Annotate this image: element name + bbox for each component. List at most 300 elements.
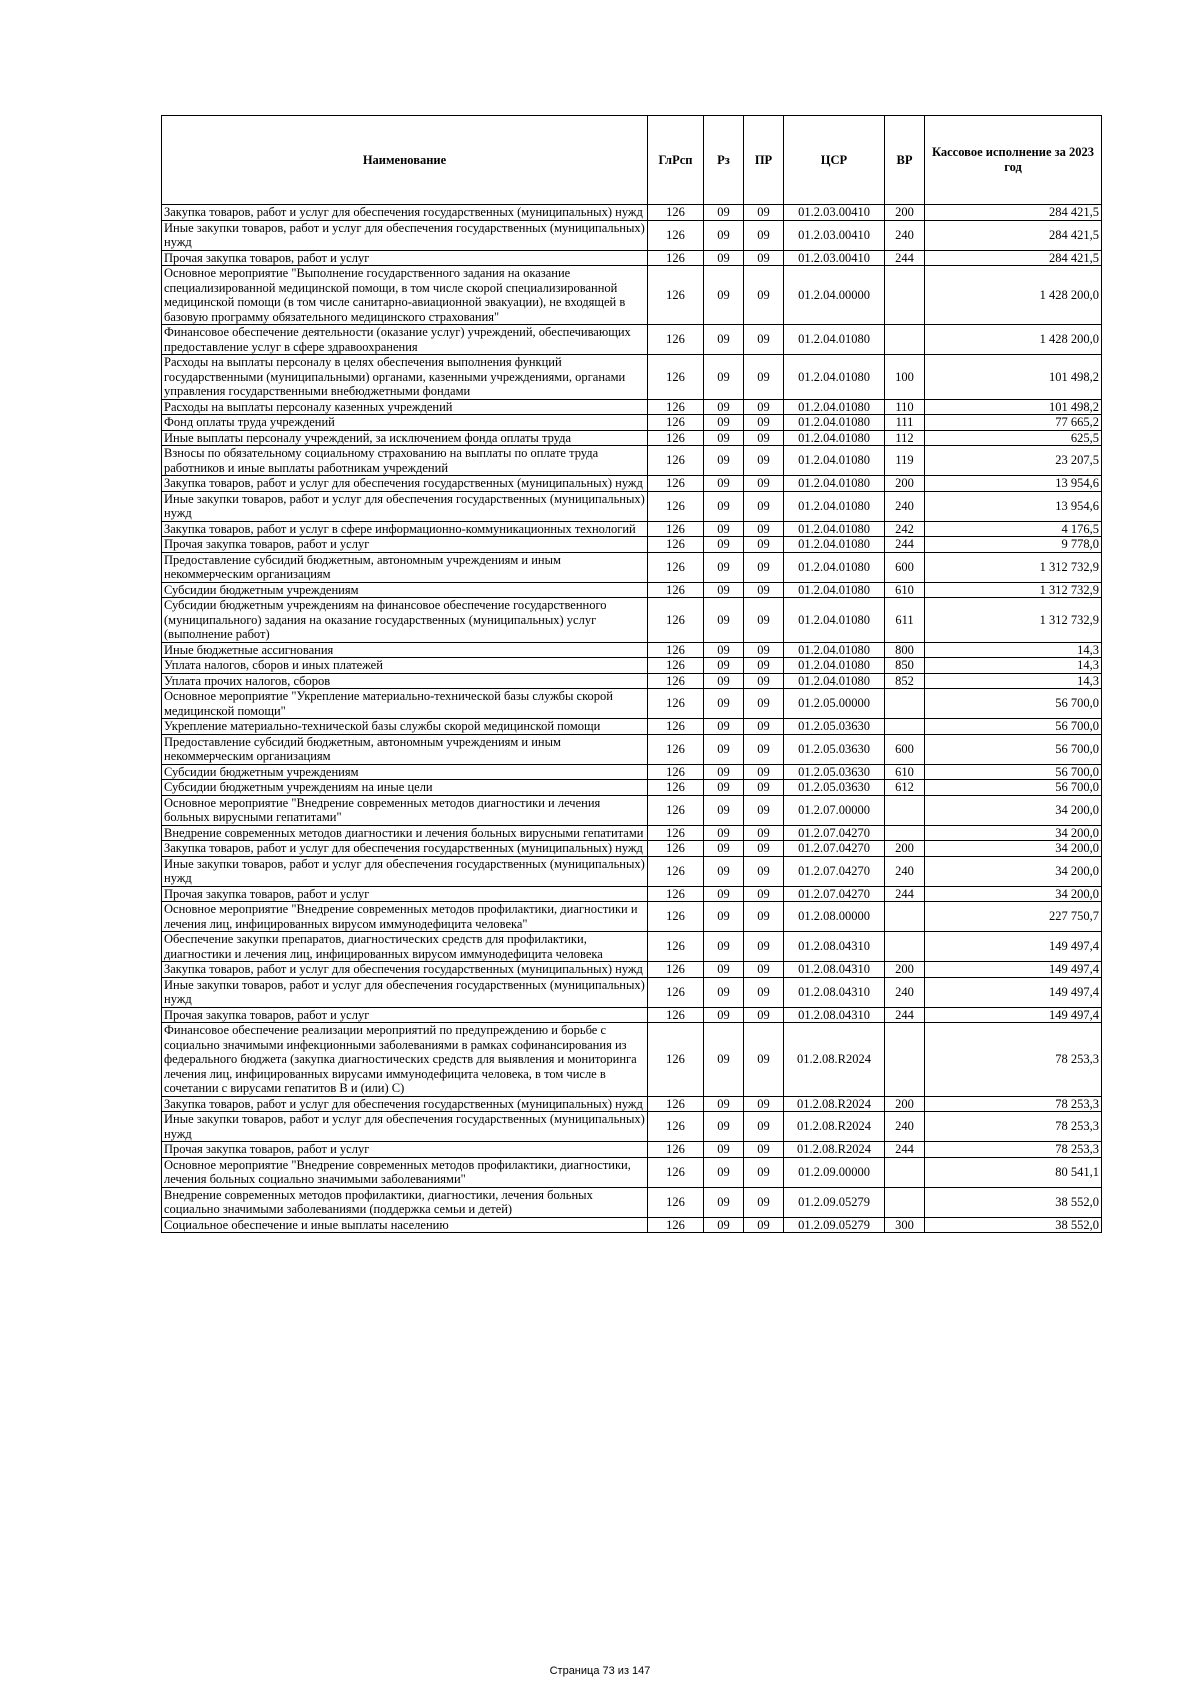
row-amount: 34 200,0: [925, 856, 1102, 886]
row-name: Иные бюджетные ассигнования: [162, 642, 648, 658]
row-name: Прочая закупка товаров, работ и услуг: [162, 886, 648, 902]
table-row: [162, 537, 1102, 553]
row-glrsp: 126: [648, 1157, 704, 1187]
row-rz: 09: [704, 537, 744, 553]
row-vr: 850: [885, 658, 925, 674]
row-vr: 111: [885, 415, 925, 431]
row-glrsp: 126: [648, 491, 704, 521]
row-vr: 119: [885, 446, 925, 476]
row-csr: 01.2.04.01080: [784, 658, 885, 674]
row-amount: 9 778,0: [925, 537, 1102, 553]
row-amount: 13 954,6: [925, 476, 1102, 492]
row-name: Предоставление субсидий бюджетным, автономным учреждениям и иным некоммерческим организациям: [162, 734, 648, 764]
row-name: Уплата прочих налогов, сборов: [162, 673, 648, 689]
row-pr: 09: [744, 1096, 784, 1112]
row-vr: 200: [885, 476, 925, 492]
row-pr: 09: [744, 642, 784, 658]
row-vr: [885, 1023, 925, 1097]
row-amount: 78 253,3: [925, 1112, 1102, 1142]
table-row: [162, 673, 1102, 689]
row-vr: 200: [885, 841, 925, 857]
row-glrsp: 126: [648, 856, 704, 886]
row-name: Основное мероприятие "Внедрение современных методов профилактики, диагностики, лечения больных социально значимыми заболеваниями": [162, 1157, 648, 1187]
row-glrsp: 126: [648, 825, 704, 841]
row-vr: [885, 1187, 925, 1217]
table-row: [162, 1096, 1102, 1112]
row-rz: 09: [704, 1142, 744, 1158]
row-amount: 38 552,0: [925, 1187, 1102, 1217]
table-row: [162, 886, 1102, 902]
row-glrsp: 126: [648, 932, 704, 962]
row-pr: 09: [744, 1142, 784, 1158]
row-pr: 09: [744, 658, 784, 674]
row-glrsp: 126: [648, 205, 704, 221]
row-pr: 09: [744, 841, 784, 857]
row-pr: 09: [744, 598, 784, 643]
row-amount: 14,3: [925, 673, 1102, 689]
row-vr: 300: [885, 1217, 925, 1233]
row-rz: 09: [704, 598, 744, 643]
row-csr: 01.2.04.01080: [784, 642, 885, 658]
table-row: [162, 642, 1102, 658]
header-csr: ЦСР: [784, 116, 885, 205]
row-rz: 09: [704, 1157, 744, 1187]
row-pr: 09: [744, 582, 784, 598]
row-amount: 38 552,0: [925, 1217, 1102, 1233]
row-csr: 01.2.07.00000: [784, 795, 885, 825]
row-pr: 09: [744, 325, 784, 355]
row-vr: [885, 902, 925, 932]
row-vr: 240: [885, 220, 925, 250]
row-amount: 149 497,4: [925, 962, 1102, 978]
row-pr: 09: [744, 399, 784, 415]
row-vr: [885, 689, 925, 719]
table-row: [162, 430, 1102, 446]
table-row: [162, 1023, 1102, 1097]
row-rz: 09: [704, 266, 744, 325]
row-name: Социальное обеспечение и иные выплаты населению: [162, 1217, 648, 1233]
row-amount: 284 421,5: [925, 220, 1102, 250]
row-name: Иные закупки товаров, работ и услуг для обеспечения государственных (муниципальных) нужд: [162, 1112, 648, 1142]
row-name: Уплата налогов, сборов и иных платежей: [162, 658, 648, 674]
row-csr: 01.2.08.04310: [784, 1007, 885, 1023]
header-vr: ВР: [885, 116, 925, 205]
row-amount: 34 200,0: [925, 825, 1102, 841]
row-amount: 625,5: [925, 430, 1102, 446]
row-vr: 200: [885, 205, 925, 221]
row-pr: 09: [744, 521, 784, 537]
row-glrsp: 126: [648, 355, 704, 400]
row-vr: 200: [885, 962, 925, 978]
row-csr: 01.2.09.05279: [784, 1187, 885, 1217]
row-glrsp: 126: [648, 1112, 704, 1142]
row-vr: 110: [885, 399, 925, 415]
row-pr: 09: [744, 977, 784, 1007]
row-amount: 56 700,0: [925, 734, 1102, 764]
row-pr: 09: [744, 689, 784, 719]
row-csr: 01.2.05.03630: [784, 719, 885, 735]
table-row: [162, 795, 1102, 825]
table-row: [162, 977, 1102, 1007]
row-glrsp: 126: [648, 1142, 704, 1158]
row-amount: 14,3: [925, 642, 1102, 658]
table-row: [162, 521, 1102, 537]
row-vr: 240: [885, 856, 925, 886]
row-csr: 01.2.04.01080: [784, 476, 885, 492]
row-glrsp: 126: [648, 673, 704, 689]
row-amount: 227 750,7: [925, 902, 1102, 932]
row-name: Закупка товаров, работ и услуг для обеспечения государственных (муниципальных) нужд: [162, 1096, 648, 1112]
row-csr: 01.2.08.R2024: [784, 1142, 885, 1158]
row-pr: 09: [744, 476, 784, 492]
row-amount: 149 497,4: [925, 977, 1102, 1007]
row-vr: 244: [885, 886, 925, 902]
row-pr: 09: [744, 355, 784, 400]
row-vr: 800: [885, 642, 925, 658]
table-row: [162, 1217, 1102, 1233]
table-row: [162, 399, 1102, 415]
table-row: [162, 476, 1102, 492]
row-pr: 09: [744, 1023, 784, 1097]
row-glrsp: 126: [648, 582, 704, 598]
row-rz: 09: [704, 673, 744, 689]
row-name: Основное мероприятие "Укрепление материально-технической базы службы скорой медицинской помощи": [162, 689, 648, 719]
row-name: Обеспечение закупки препаратов, диагностических средств для профилактики, диагностики и лечения лиц, инфицированных вирусом иммунодефицита человека: [162, 932, 648, 962]
row-vr: 600: [885, 552, 925, 582]
table-row: [162, 734, 1102, 764]
row-vr: 244: [885, 1142, 925, 1158]
row-pr: 09: [744, 491, 784, 521]
row-csr: 01.2.04.01080: [784, 355, 885, 400]
row-rz: 09: [704, 841, 744, 857]
table-row: [162, 250, 1102, 266]
row-name: Закупка товаров, работ и услуг для обеспечения государственных (муниципальных) нужд: [162, 841, 648, 857]
row-csr: 01.2.07.04270: [784, 856, 885, 886]
row-name: Фонд оплаты труда учреждений: [162, 415, 648, 431]
table-row: [162, 598, 1102, 643]
row-amount: 34 200,0: [925, 886, 1102, 902]
row-vr: [885, 825, 925, 841]
header-pr: ПР: [744, 116, 784, 205]
row-glrsp: 126: [648, 476, 704, 492]
row-name: Прочая закупка товаров, работ и услуг: [162, 1142, 648, 1158]
table-row: [162, 841, 1102, 857]
row-name: Иные закупки товаров, работ и услуг для обеспечения государственных (муниципальных) нужд: [162, 977, 648, 1007]
row-rz: 09: [704, 1096, 744, 1112]
row-name: Финансовое обеспечение реализации мероприятий по предупреждению и борьбе с социально значимыми инфекционными заболеваниями в рамках софинансирования из федерального бюджета (закупка диагностических средств для выявления и мониторинга лечения лиц, инфицированных вирусами иммунодефицита человека, в том числе в сочетании с вирусами гепатитов В и (или) С): [162, 1023, 648, 1097]
row-csr: 01.2.04.01080: [784, 537, 885, 553]
row-name: Внедрение современных методов профилактики, диагностики, лечения больных социально значимыми заболеваниями (поддержка семьи и детей): [162, 1187, 648, 1217]
row-rz: 09: [704, 430, 744, 446]
row-rz: 09: [704, 582, 744, 598]
row-rz: 09: [704, 521, 744, 537]
row-pr: 09: [744, 552, 784, 582]
row-name: Субсидии бюджетным учреждениям на финансовое обеспечение государственного (муниципального) задания на оказание государственных (муниципальных) услуг (выполнение работ): [162, 598, 648, 643]
row-vr: 244: [885, 1007, 925, 1023]
row-pr: 09: [744, 430, 784, 446]
row-vr: [885, 325, 925, 355]
row-rz: 09: [704, 325, 744, 355]
row-rz: 09: [704, 734, 744, 764]
table-row: [162, 689, 1102, 719]
row-csr: 01.2.08.00000: [784, 902, 885, 932]
row-pr: 09: [744, 962, 784, 978]
row-amount: 149 497,4: [925, 1007, 1102, 1023]
row-name: Внедрение современных методов диагностики и лечения больных вирусными гепатитами: [162, 825, 648, 841]
table-row: [162, 719, 1102, 735]
row-rz: 09: [704, 932, 744, 962]
row-glrsp: 126: [648, 521, 704, 537]
row-vr: [885, 719, 925, 735]
row-csr: 01.2.08.04310: [784, 962, 885, 978]
row-glrsp: 126: [648, 977, 704, 1007]
row-glrsp: 126: [648, 1007, 704, 1023]
row-rz: 09: [704, 205, 744, 221]
row-glrsp: 126: [648, 658, 704, 674]
row-pr: 09: [744, 1112, 784, 1142]
row-rz: 09: [704, 476, 744, 492]
row-rz: 09: [704, 220, 744, 250]
row-glrsp: 126: [648, 1217, 704, 1233]
row-vr: 240: [885, 977, 925, 1007]
row-vr: 611: [885, 598, 925, 643]
budget-table: [161, 115, 1102, 1233]
row-amount: 1 312 732,9: [925, 598, 1102, 643]
row-csr: 01.2.07.04270: [784, 886, 885, 902]
row-vr: [885, 1157, 925, 1187]
row-amount: 34 200,0: [925, 795, 1102, 825]
row-glrsp: 126: [648, 719, 704, 735]
table-row: [162, 1142, 1102, 1158]
row-csr: 01.2.03.00410: [784, 250, 885, 266]
row-glrsp: 126: [648, 962, 704, 978]
row-amount: 1 312 732,9: [925, 552, 1102, 582]
row-csr: 01.2.09.00000: [784, 1157, 885, 1187]
row-amount: 78 253,3: [925, 1096, 1102, 1112]
row-pr: 09: [744, 1007, 784, 1023]
row-amount: 80 541,1: [925, 1157, 1102, 1187]
row-pr: 09: [744, 719, 784, 735]
table-row: [162, 962, 1102, 978]
row-pr: 09: [744, 220, 784, 250]
row-rz: 09: [704, 250, 744, 266]
row-csr: 01.2.04.01080: [784, 491, 885, 521]
row-rz: 09: [704, 689, 744, 719]
row-csr: 01.2.05.03630: [784, 764, 885, 780]
row-amount: 101 498,2: [925, 355, 1102, 400]
row-rz: 09: [704, 355, 744, 400]
row-rz: 09: [704, 902, 744, 932]
row-vr: 852: [885, 673, 925, 689]
row-rz: 09: [704, 446, 744, 476]
row-csr: 01.2.04.00000: [784, 266, 885, 325]
row-pr: 09: [744, 780, 784, 796]
row-amount: 56 700,0: [925, 719, 1102, 735]
row-csr: 01.2.04.01080: [784, 399, 885, 415]
row-glrsp: 126: [648, 734, 704, 764]
row-glrsp: 126: [648, 266, 704, 325]
row-amount: 101 498,2: [925, 399, 1102, 415]
row-name: Закупка товаров, работ и услуг для обеспечения государственных (муниципальных) нужд: [162, 476, 648, 492]
row-name: Закупка товаров, работ и услуг для обеспечения государственных (муниципальных) нужд: [162, 205, 648, 221]
row-amount: 284 421,5: [925, 205, 1102, 221]
row-pr: 09: [744, 902, 784, 932]
row-rz: 09: [704, 1023, 744, 1097]
row-glrsp: 126: [648, 886, 704, 902]
table-row: [162, 446, 1102, 476]
row-csr: 01.2.09.05279: [784, 1217, 885, 1233]
row-name: Прочая закупка товаров, работ и услуг: [162, 1007, 648, 1023]
row-amount: 4 176,5: [925, 521, 1102, 537]
table-row: [162, 764, 1102, 780]
row-csr: 01.2.04.01080: [784, 552, 885, 582]
row-name: Прочая закупка товаров, работ и услуг: [162, 537, 648, 553]
table-row: [162, 902, 1102, 932]
row-name: Субсидии бюджетным учреждениям: [162, 582, 648, 598]
row-pr: 09: [744, 734, 784, 764]
row-vr: 244: [885, 250, 925, 266]
row-pr: 09: [744, 673, 784, 689]
row-csr: 01.2.03.00410: [784, 220, 885, 250]
row-glrsp: 126: [648, 552, 704, 582]
row-name: Укрепление материально-технической базы службы скорой медицинской помощи: [162, 719, 648, 735]
row-pr: 09: [744, 932, 784, 962]
row-csr: 01.2.05.03630: [784, 734, 885, 764]
row-glrsp: 126: [648, 399, 704, 415]
row-rz: 09: [704, 1007, 744, 1023]
row-rz: 09: [704, 1217, 744, 1233]
row-pr: 09: [744, 1157, 784, 1187]
row-amount: 34 200,0: [925, 841, 1102, 857]
row-rz: 09: [704, 886, 744, 902]
row-glrsp: 126: [648, 642, 704, 658]
row-rz: 09: [704, 491, 744, 521]
row-csr: 01.2.05.00000: [784, 689, 885, 719]
row-name: Финансовое обеспечение деятельности (оказание услуг) учреждений, обеспечивающих предоставление услуг в сфере здравоохранения: [162, 325, 648, 355]
row-csr: 01.2.07.04270: [784, 825, 885, 841]
row-rz: 09: [704, 1187, 744, 1217]
row-csr: 01.2.04.01080: [784, 673, 885, 689]
row-amount: 13 954,6: [925, 491, 1102, 521]
page-footer: Страница 73 из 147: [549, 1665, 651, 1677]
row-glrsp: 126: [648, 415, 704, 431]
table-row: [162, 355, 1102, 400]
table-row: [162, 1187, 1102, 1217]
row-name: Расходы на выплаты персоналу казенных учреждений: [162, 399, 648, 415]
row-name: Прочая закупка товаров, работ и услуг: [162, 250, 648, 266]
row-vr: 610: [885, 764, 925, 780]
table-body: [162, 205, 1102, 1233]
row-rz: 09: [704, 1112, 744, 1142]
row-rz: 09: [704, 962, 744, 978]
row-csr: 01.2.08.R2024: [784, 1096, 885, 1112]
row-pr: 09: [744, 1187, 784, 1217]
row-rz: 09: [704, 415, 744, 431]
table-row: [162, 856, 1102, 886]
row-name: Основное мероприятие "Выполнение государственного задания на оказание специализированной медицинской помощи, в том числе скорой специализированной медицинской помощи (в том числе санитарно-авиационной эвакуации), не входящей в базовую программу обязательного медицинского страхования": [162, 266, 648, 325]
table-row: [162, 932, 1102, 962]
row-glrsp: 126: [648, 1096, 704, 1112]
row-name: Предоставление субсидий бюджетным, автономным учреждениям и иным некоммерческим организациям: [162, 552, 648, 582]
row-name: Иные закупки товаров, работ и услуг для обеспечения государственных (муниципальных) нужд: [162, 220, 648, 250]
row-glrsp: 126: [648, 537, 704, 553]
row-csr: 01.2.08.R2024: [784, 1112, 885, 1142]
table-row: [162, 1007, 1102, 1023]
table-row: [162, 205, 1102, 221]
table-row: [162, 780, 1102, 796]
row-name: Основное мероприятие "Внедрение современных методов диагностики и лечения больных вирусными гепатитами": [162, 795, 648, 825]
row-name: Взносы по обязательному социальному страхованию на выплаты по оплате труда работников и иные выплаты работникам учреждений: [162, 446, 648, 476]
row-name: Закупка товаров, работ и услуг в сфере информационно-коммуникационных технологий: [162, 521, 648, 537]
row-vr: 112: [885, 430, 925, 446]
row-csr: 01.2.04.01080: [784, 325, 885, 355]
row-glrsp: 126: [648, 325, 704, 355]
header-rz: Рз: [704, 116, 744, 205]
row-pr: 09: [744, 250, 784, 266]
row-vr: 240: [885, 1112, 925, 1142]
table-row: [162, 582, 1102, 598]
row-rz: 09: [704, 642, 744, 658]
row-vr: [885, 932, 925, 962]
row-name: Основное мероприятие "Внедрение современных методов профилактики, диагностики и лечения лиц, инфицированных вирусом иммунодефицита человека": [162, 902, 648, 932]
row-csr: 01.2.04.01080: [784, 430, 885, 446]
table-row: [162, 325, 1102, 355]
row-glrsp: 126: [648, 795, 704, 825]
row-amount: 149 497,4: [925, 932, 1102, 962]
row-amount: 1 428 200,0: [925, 325, 1102, 355]
row-glrsp: 126: [648, 1023, 704, 1097]
row-name: Иные выплаты персоналу учреждений, за исключением фонда оплаты труда: [162, 430, 648, 446]
row-glrsp: 126: [648, 1187, 704, 1217]
row-vr: 240: [885, 491, 925, 521]
row-vr: [885, 795, 925, 825]
row-amount: 284 421,5: [925, 250, 1102, 266]
row-rz: 09: [704, 856, 744, 886]
row-csr: 01.2.04.01080: [784, 598, 885, 643]
table-row: [162, 1157, 1102, 1187]
row-csr: 01.2.05.03630: [784, 780, 885, 796]
header-glrsp: ГлРсп: [648, 116, 704, 205]
row-vr: 600: [885, 734, 925, 764]
row-vr: 612: [885, 780, 925, 796]
row-pr: 09: [744, 764, 784, 780]
row-rz: 09: [704, 399, 744, 415]
row-pr: 09: [744, 825, 784, 841]
row-glrsp: 126: [648, 841, 704, 857]
row-amount: 78 253,3: [925, 1142, 1102, 1158]
row-amount: 56 700,0: [925, 689, 1102, 719]
row-csr: 01.2.04.01080: [784, 521, 885, 537]
row-rz: 09: [704, 977, 744, 1007]
row-pr: 09: [744, 266, 784, 325]
row-name: Субсидии бюджетным учреждениям: [162, 764, 648, 780]
table-row: [162, 266, 1102, 325]
row-pr: 09: [744, 415, 784, 431]
row-glrsp: 126: [648, 446, 704, 476]
row-name: Субсидии бюджетным учреждениям на иные цели: [162, 780, 648, 796]
row-rz: 09: [704, 795, 744, 825]
table-row: [162, 658, 1102, 674]
row-rz: 09: [704, 825, 744, 841]
header-amount: Кассовое исполнение за 2023 год: [925, 116, 1102, 205]
row-csr: 01.2.08.R2024: [784, 1023, 885, 1097]
row-csr: 01.2.07.04270: [784, 841, 885, 857]
row-amount: 56 700,0: [925, 780, 1102, 796]
row-glrsp: 126: [648, 598, 704, 643]
row-glrsp: 126: [648, 764, 704, 780]
row-vr: 242: [885, 521, 925, 537]
table-row: [162, 1112, 1102, 1142]
